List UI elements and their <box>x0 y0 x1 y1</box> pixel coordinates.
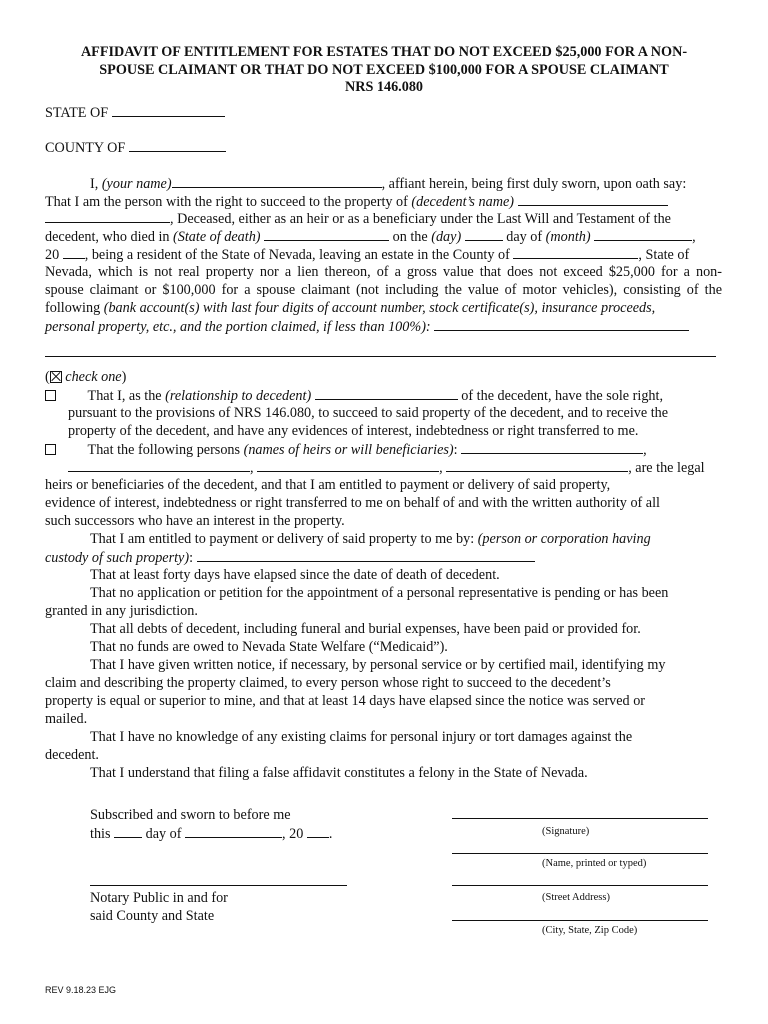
statement-3-line-2: granted in any jurisdiction. <box>45 603 198 619</box>
option1-checkbox[interactable] <box>45 390 56 401</box>
option2-line-1: That the following persons (names of heirs or will beneficiaries): , <box>45 440 647 459</box>
notary-public-label-2: said County and State <box>90 908 215 924</box>
option1-line-1: That I, as the (relationship to decedent) of the decedent, have the sole right, <box>45 386 663 405</box>
statement-6-line-4: mailed. <box>45 711 88 727</box>
check-one-line: ( check one) <box>45 369 127 385</box>
statement-6-line-2: claim and describing the property claimed, to every person whose right to succeed to the decedent’s <box>45 675 611 691</box>
statement-6-line-1: That I have given written notice, if necessary, by personal service or by certified mail, identifying my <box>90 657 666 673</box>
property-blank-2[interactable] <box>45 356 716 357</box>
custodian-blank[interactable] <box>197 548 535 562</box>
heir-name-blank-3[interactable] <box>257 458 439 472</box>
statement-6-line-3: property is equal or superior to mine, and that at least 14 days have elapsed since the notice was served or <box>45 693 646 709</box>
notary-subscribed: Subscribed and sworn to before me <box>90 807 291 823</box>
intro-line-5: 20 , being a resident of the State of Nevada, leaving an estate in the County of , State of <box>45 247 690 263</box>
option1-line-3: property of the decedent, and have any evidences of interest, indebtedness or right transferred to me. <box>68 423 639 439</box>
city-state-zip-label: (City, State, Zip Code) <box>542 925 638 936</box>
county-blank[interactable] <box>129 138 226 152</box>
city-state-zip-line[interactable] <box>452 920 708 921</box>
intro-line-6: Nevada, which is not real property nor a lien thereon, of a gross value that does not exceed $25,000 for a non- <box>45 264 722 280</box>
statement-4: That all debts of decedent, including funeral and burial expenses, have been paid or provided for. <box>90 621 641 637</box>
notary-day-blank[interactable] <box>114 824 142 838</box>
state-of-death-blank[interactable] <box>264 227 389 241</box>
state-of-line: STATE OF <box>45 103 225 122</box>
year-blank[interactable] <box>63 245 85 259</box>
heir-name-blank-1[interactable] <box>461 440 643 454</box>
day-blank[interactable] <box>465 227 503 241</box>
decedent-name-blank-2[interactable] <box>45 209 170 223</box>
statement-7-line-1: That I have no knowledge of any existing claims for personal injury or tort damages against the <box>90 729 633 745</box>
option2-line-4: evidence of interest, indebtedness or right transferred to me on behalf of and with the written authority of all <box>45 495 660 511</box>
month-blank[interactable] <box>594 227 692 241</box>
intro-line-2: That I am the person with the right to succeed to the property of (decedent’s name) <box>45 192 668 211</box>
notary-month-blank[interactable] <box>185 824 282 838</box>
signature-label: (Signature) <box>542 826 590 837</box>
property-blank[interactable] <box>434 317 689 331</box>
revision-footer: REV 9.18.23 EJG <box>45 985 117 995</box>
intro-line-7: spouse claimant or $100,000 for a spouse claimant (not including the value of motor vehicles), consisting of the <box>45 282 722 298</box>
notary-year-blank[interactable] <box>307 824 329 838</box>
printed-name-line[interactable] <box>452 853 708 854</box>
statement-2: That at least forty days have elapsed since the date of death of decedent. <box>90 567 500 583</box>
your-name-blank[interactable] <box>172 174 382 188</box>
heir-name-blank-2[interactable] <box>68 458 250 472</box>
intro-line-1: I, (your name) , affiant herein, being first duly sworn, upon oath say: <box>90 176 687 192</box>
notary-date-line: this day of , 20 . <box>90 826 333 842</box>
street-address-line[interactable] <box>452 885 708 886</box>
decedent-name-blank[interactable] <box>518 192 668 206</box>
intro-line-8: following (bank account(s) with last four digits of account number, stock certificate(s), insurance proceeds, <box>45 300 656 316</box>
statement-7-line-2: decedent. <box>45 747 99 763</box>
intro-line-3: , Deceased, either as an heir or as a beneficiary under the Last Will and Testament of the <box>45 209 671 228</box>
notary-signature-line[interactable] <box>90 885 347 886</box>
relationship-blank[interactable] <box>315 386 458 400</box>
county-of-line: COUNTY OF <box>45 138 226 157</box>
intro-line-4: decedent, who died in (State of death) on the (day) day of (month) , <box>45 229 696 245</box>
street-address-label: (Street Address) <box>542 892 610 903</box>
statement-1-line-1: That I am entitled to payment or delivery of said property to me by: (person or corporation having <box>90 531 651 547</box>
option2-line-3: heirs or beneficiaries of the decedent, and that I am entitled to payment or delivery of said property, <box>45 477 611 493</box>
statement-1-line-2: custody of such property): <box>45 548 535 567</box>
option2-line-5: such successors who have an interest in the property. <box>45 513 345 529</box>
notary-public-label-1: Notary Public in and for <box>90 890 228 906</box>
county-of-residence-blank[interactable] <box>513 245 638 259</box>
statement-3-line-1: That no application or petition for the appointment of a personal representative is pending or has been <box>90 585 669 601</box>
statement-5: That no funds are owed to Nevada State Welfare (“Medicaid”). <box>90 639 448 655</box>
printed-name-label: (Name, printed or typed) <box>542 858 647 869</box>
document-title: AFFIDAVIT OF ENTITLEMENT FOR ESTATES THAT DO NOT EXCEED $25,000 FOR A NON- SPOUSE CLAIMANT OR THAT DO NOT EXCEED $100,000 FOR A SPOUSE CLAIMANT NRS 146.080 <box>80 44 688 95</box>
checked-box-icon <box>50 371 62 383</box>
state-blank[interactable] <box>112 103 225 117</box>
option2-checkbox[interactable] <box>45 444 56 455</box>
option2-line-2: , , , are the legal <box>68 458 705 477</box>
intro-line-9: personal property, etc., and the portion claimed, if less than 100%): <box>45 317 689 336</box>
signature-line[interactable] <box>452 818 708 819</box>
statement-8: That I understand that filing a false affidavit constitutes a felony in the State of Nevada. <box>90 765 588 781</box>
heir-name-blank-4[interactable] <box>446 458 628 472</box>
option1-line-2: pursuant to the provisions of NRS 146.080, to succeed to said property of the decedent, and to receive the <box>68 405 669 421</box>
